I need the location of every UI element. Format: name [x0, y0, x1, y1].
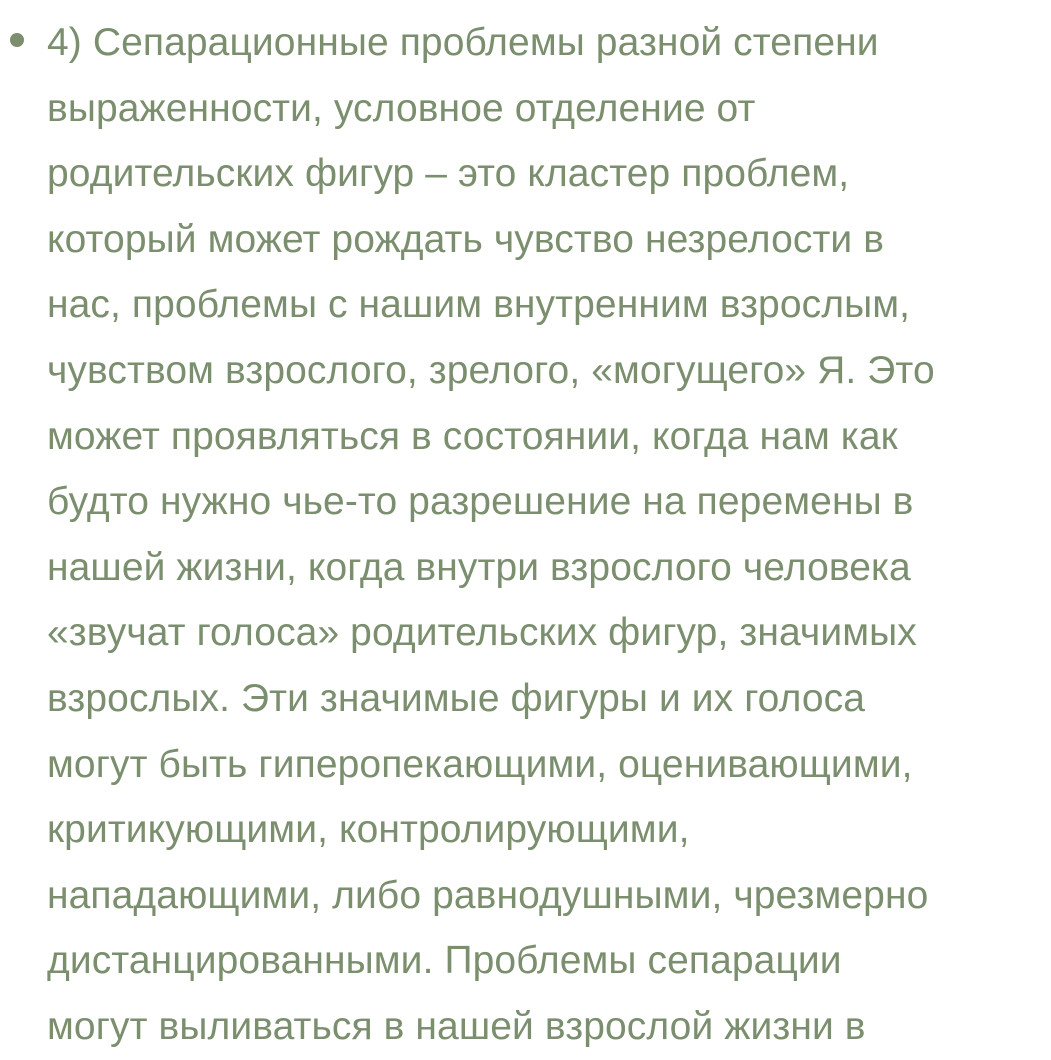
- text-line: критикующими, контролирующими,: [47, 808, 690, 852]
- bullet-icon: [10, 33, 24, 47]
- text-line: дистанцированными. Проблемы сепарации: [47, 939, 842, 983]
- list-item-paragraph: [47, 10, 1047, 1060]
- text-line: выраженности, условное отделение от: [47, 86, 756, 130]
- text-line: который может рождать чувство незрелости в: [47, 217, 885, 261]
- text-line: будто нужно чье-то разрешение на перемены в: [47, 480, 914, 524]
- text-line: родительских фигур – это кластер проблем,: [47, 152, 850, 196]
- text-line: нашей жизни, когда внутри взрослого человека: [47, 545, 911, 589]
- text-line: взрослых. Эти значимые фигуры и их голоса: [47, 676, 866, 720]
- text-line: чувством взрослого, зрелого, «могущего» Я. Это: [47, 348, 935, 392]
- text-line: 4) Сепарационные проблемы разной степени: [47, 21, 879, 64]
- text-line: нападающими, либо равнодушными, чрезмерно: [47, 873, 929, 917]
- text-line: могут выливаться в нашей взрослой жизни в: [47, 1004, 866, 1048]
- text-line: могут быть гиперопекающими, оценивающими,: [47, 742, 913, 786]
- text-line: может проявляться в состоянии, когда нам как: [47, 414, 898, 458]
- text-line: нас, проблемы с нашим внутренним взрослым,: [47, 283, 911, 327]
- text-line: «звучат голоса» родительских фигур, значимых: [47, 611, 917, 655]
